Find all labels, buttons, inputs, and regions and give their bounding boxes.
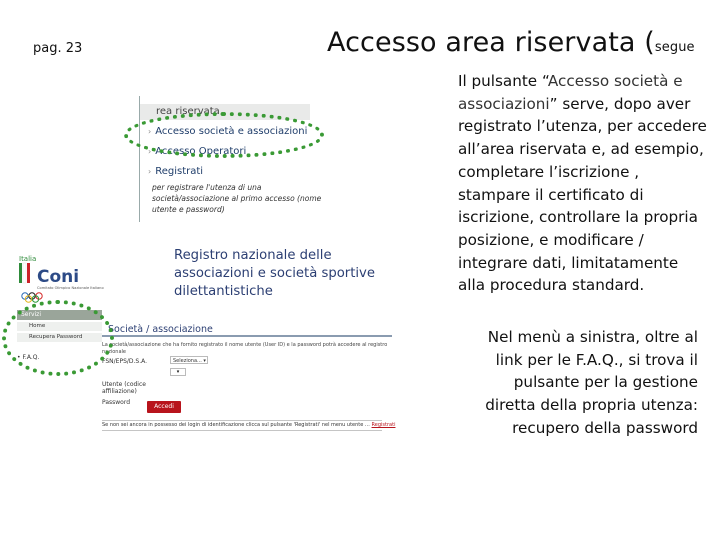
utente-label: Utente (codice affiliazione) xyxy=(102,381,146,395)
right-highlight: recupero della password xyxy=(512,418,698,437)
registrati-link[interactable]: Registrati xyxy=(371,422,396,428)
right-part-1: Nel menù a sinistra, oltre al link per le F.A.Q., si trova il pulsante per la gestione diretta della propria utenza: xyxy=(485,328,698,415)
bottom-note-text: Se non sei ancora in possesso dei login di identificazione clicca sul pulsante 'Registrati' nel menu utente … xyxy=(102,422,370,428)
fsn-label: FSN/EPS/D.S.A. xyxy=(102,358,148,365)
arrow-icon: › xyxy=(148,167,152,176)
nav-item-faq[interactable]: • F.A.Q. xyxy=(17,354,40,361)
nav-item-recupera-password[interactable]: Recupera Password xyxy=(17,333,102,342)
menu-item-accesso-operatori[interactable] xyxy=(148,146,246,157)
coni-logo xyxy=(15,252,104,302)
registration-screenshot xyxy=(7,244,394,434)
nav-item-home[interactable]: Home xyxy=(17,322,102,331)
fsn-select[interactable]: Seleziona... ▾ xyxy=(170,356,208,364)
body-text xyxy=(458,70,708,297)
menu-item-registrati[interactable] xyxy=(148,166,203,177)
password-label: Password xyxy=(102,399,131,406)
form-title: Società / associazione xyxy=(102,324,392,337)
nav-header: Servizi xyxy=(17,310,102,320)
arrow-icon: › xyxy=(148,127,152,136)
logo-subtext: Comitato Olimpico Nazionale Italiano xyxy=(37,286,104,290)
side-nav xyxy=(7,310,102,361)
menu-item-label: Accesso Operatori xyxy=(155,146,247,157)
bottom-note xyxy=(102,420,396,431)
title-suffix: segue xyxy=(654,40,695,55)
body-highlight: Accesso società e associazioni xyxy=(458,72,683,113)
login-form xyxy=(102,324,392,434)
menu-item-accesso-societa[interactable] xyxy=(148,126,307,137)
registry-title: Registro nazionale delle associazioni e società sportive dilettantistiche xyxy=(174,248,375,299)
form-description: La società/associazione che ha fornito registrato il nome utente (User ID) e la password potrà accedere al registro nazionale xyxy=(102,342,388,355)
arrow-icon: › xyxy=(148,147,152,156)
logo-italia: Italia xyxy=(19,255,37,263)
slide-title xyxy=(327,27,695,58)
menu-item-label: Registrati xyxy=(155,166,204,177)
login-button[interactable]: Accedi xyxy=(147,401,181,413)
body-part-1: Il pulsante “ xyxy=(458,72,548,90)
secondary-select[interactable] xyxy=(170,368,186,376)
right-text xyxy=(463,326,698,440)
menu-item-label: Accesso società e associazioni xyxy=(155,126,308,137)
menu-note: per registrare l'utenza di una società/associazione al primo accesso (nome utente e password) xyxy=(152,183,322,214)
chevron-down-icon: ▾ xyxy=(176,369,180,375)
page-number: pag. 23 xyxy=(33,41,83,56)
menu-header: rea riservata xyxy=(140,104,310,120)
title-main: Accesso area riservata ( xyxy=(327,27,655,58)
body-part-2: ” serve, dopo aver registrato l’utenza, per accedere all’area riservata e, ad esempio, completare l’iscrizione , stampare il certificato di iscrizione, controllare la propria posizione, e modificare / integrare dati, limitatamente alla procedura standard. xyxy=(458,94,707,295)
menu-screenshot xyxy=(139,96,328,222)
logo-coni-text: Coni xyxy=(37,267,80,287)
